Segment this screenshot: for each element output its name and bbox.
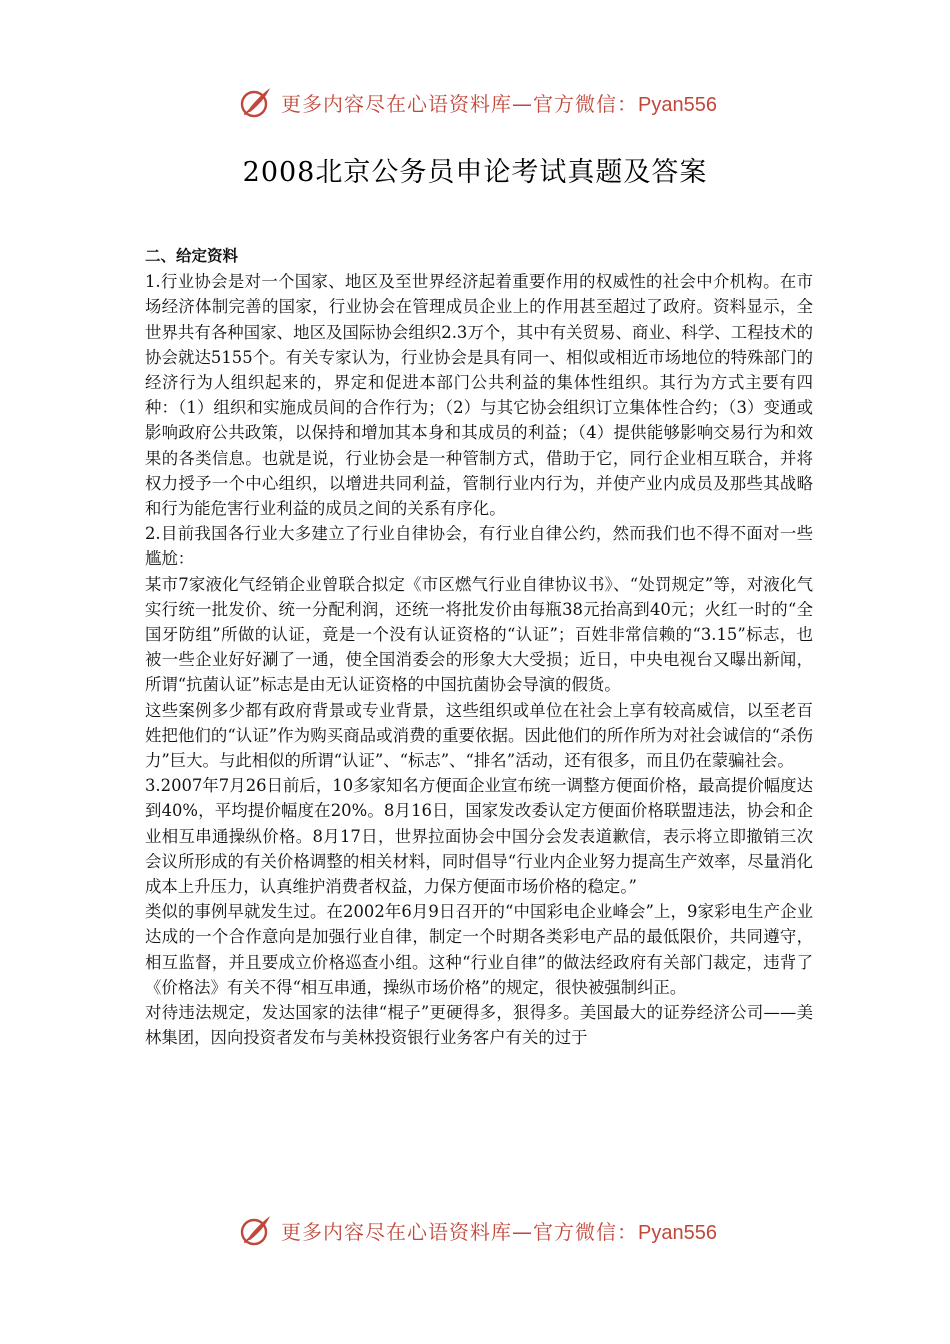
watermark-banner-bottom [0, 1208, 950, 1252]
paragraph: 某市7家液化气经销企业曾联合拟定《市区燃气行业自律协议书》、“处罚规定”等，对液化气实行统一批发价、统一分配利润，还统一将批发价由每瓶38元抬高到40元；火红一时的“全国牙防组”所做的认证，竟是一个没有认证资格的“认证”；百姓非常信赖的“3.15”标志，也被一些企业好好涮了一通，使全国消委会的形象大大受损；近日，中央电视台又曝出新闻，所谓“抗菌认证”标志是由无认证资格的中国抗菌协会导演的假货。 [145, 574, 813, 695]
watermark-logo-group [239, 1213, 717, 1247]
watermark-banner-top [0, 80, 950, 124]
watermark-handle: Pyan556 [638, 93, 717, 116]
watermark-text: 更多内容尽在心语资料库—官方微信：Pyan556 [281, 91, 717, 116]
paragraph: 这些案例多少都有政府背景或专业背景，这些组织或单位在社会上享有较高威信，以至老百姓把他们的“认证”作为购买商品或消费的重要依据。因此他们的所作所为对社会诚信的“杀伤力”巨大。与此相似的所谓“认证”、“标志”、“排名”活动，还有很多，而且仍在蒙骗社会。 [145, 700, 813, 771]
quill-logo-icon [239, 1213, 273, 1247]
paragraph: 3.2007年7月26日前后，10多家知名方便面企业宣布统一调整方便面价格，最高提价幅度达到40%，平均提价幅度在20%。8月16日，国家发改委认定方便面价格联盟违法，协会和企业相互串通操纵价格。8月17日，世界拉面协会中国分会发表道歉信，表示将立即撤销三次会议所形成的有关价格调整的相关材料，同时倡导“行业内企业努力提高生产效率，尽量消化成本上升压力，认真维护消费者权益，力保方便面市场价格的稳定。” [145, 776, 813, 897]
watermark-text: 更多内容尽在心语资料库—官方微信：Pyan556 [281, 1219, 717, 1244]
document-body [145, 244, 813, 1051]
watermark-logo-group [239, 85, 717, 119]
paragraph: 对待违法规定，发达国家的法律“棍子”更硬得多，狠得多。美国最大的证券经济公司——美林集团，因向投资者发布与美林投资银行业务客户有关的过于 [145, 1003, 813, 1048]
paragraph: 1.行业协会是对一个国家、地区及至世界经济起着重要作用的权威性的社会中介机构。在市场经济体制完善的国家，行业协会在管理成员企业上的作用甚至超过了政府。资料显示，全世界共有各种国家、地区及国际协会组织2.3万个，其中有关贸易、商业、科学、工程技术的协会就达5155个。有关专家认为，行业协会是具有同一、相似或相近市场地位的特殊部门的经济行为人组织起来的，界定和促进本部门公共利益的集体性组织。其行为方式主要有四种：（1）组织和实施成员间的合作行为；（2）与其它协会组织订立集体性合约；（3）变通或影响政府公共政策，以保持和增加其本身和其成员的利益；（4）提供能够影响交易行为和效果的各类信息。也就是说，行业协会是一种管制方式，借助于它，同行企业相互联合，并将权力授予一个中心组织，以增进共同利益，管制行业内行为，并使产业内成员及那些其战略和行为能危害行业利益的成员之间的关系有序化。 [145, 272, 813, 519]
paragraph: 2.目前我国各行业大多建立了行业自律协会，有行业自律公约，然而我们也不得不面对一些尴尬： [145, 524, 813, 569]
watermark-handle: Pyan556 [638, 1221, 717, 1244]
quill-logo-icon [239, 85, 273, 119]
document-title: 2008北京公务员申论考试真题及答案 [242, 157, 708, 188]
section-heading: 二、给定资料 [145, 247, 239, 265]
paragraph: 类似的事例早就发生过。在2002年6月9日召开的“中国彩电企业峰会”上，9家彩电生产企业达成的一个合作意向是加强行业自律，制定一个时期各类彩电产品的最低限价，共同遵守，相互监督，并且要成立价格巡查小组。这种“行业自律”的做法经政府有关部门裁定，违背了《价格法》有关不得“相互串通，操纵市场价格”的规定，很快被强制纠正。 [145, 902, 813, 997]
